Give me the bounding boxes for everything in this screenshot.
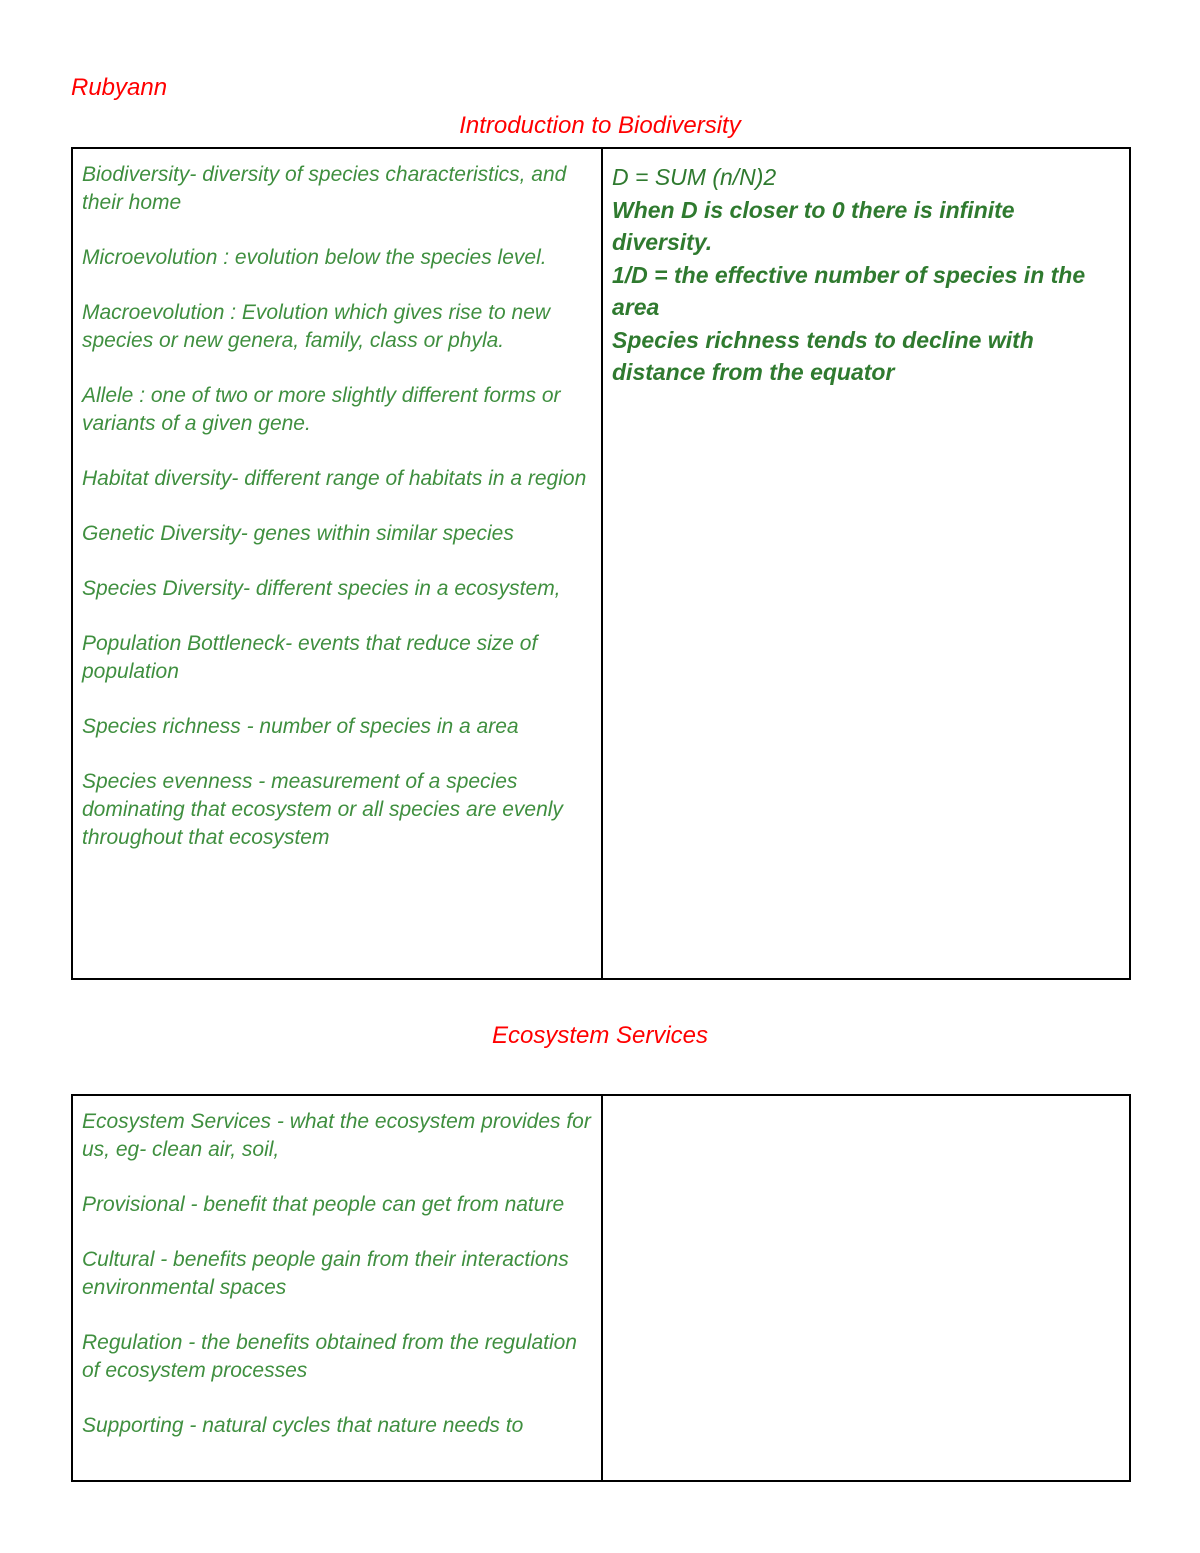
simpson-index-formula: D = SUM (n/N)2 [612, 164, 777, 190]
term-habitat-diversity: Habitat diversity- different range of habitats in a region [82, 467, 587, 490]
term-allele: Allele : one of two or more slightly different forms or variants of a given gene. [82, 384, 561, 435]
biodiversity-terms-column [73, 149, 603, 978]
term-supporting: Supporting - natural cycles that nature needs to [82, 1414, 524, 1437]
ecosystem-services-empty-column [603, 1096, 1129, 1480]
term-ecosystem-services: Ecosystem Services - what the ecosystem provides for us, eg- clean air, soil, [82, 1110, 591, 1161]
term-species-richness: Species richness - number of species in a area [82, 715, 519, 738]
section-title-biodiversity: Introduction to Biodiversity [459, 112, 741, 139]
term-macroevolution: Macroevolution : Evolution which gives rise to new species or new genera, family, class or phyla. [82, 301, 551, 352]
term-microevolution: Microevolution : evolution below the species level. [82, 246, 547, 269]
term-species-evenness: Species evenness - measurement of a species dominating that ecosystem or all species are evenly throughout that ecosystem [82, 770, 563, 849]
ecosystem-services-table [71, 1094, 1131, 1482]
term-provisional: Provisional - benefit that people can get from nature [82, 1193, 565, 1216]
biodiversity-notes-table [71, 147, 1131, 980]
term-species-diversity: Species Diversity- different species in a ecosystem, [82, 577, 561, 600]
note-d-close-to-zero: When D is closer to 0 there is infinite diversity. [612, 196, 1015, 255]
term-cultural: Cultural - benefits people gain from their interactions environmental spaces [82, 1248, 569, 1299]
author-name: Rubyann [71, 74, 168, 101]
biodiversity-formula-column [603, 149, 1129, 978]
term-regulation: Regulation - the benefits obtained from the regulation of ecosystem processes [82, 1331, 577, 1382]
term-genetic-diversity: Genetic Diversity- genes within similar species [82, 522, 514, 545]
note-inverse-d: 1/D = the effective number of species in the area [612, 261, 1086, 320]
term-biodiversity: Biodiversity- diversity of species characteristics, and their home [82, 163, 567, 214]
section-title-ecosystem-services: Ecosystem Services [491, 1022, 709, 1049]
term-population-bottleneck: Population Bottleneck- events that reduce size of population [82, 632, 538, 683]
ecosystem-services-terms-column [73, 1096, 603, 1480]
note-richness-equator: Species richness tends to decline with distance from the equator [612, 326, 1034, 385]
